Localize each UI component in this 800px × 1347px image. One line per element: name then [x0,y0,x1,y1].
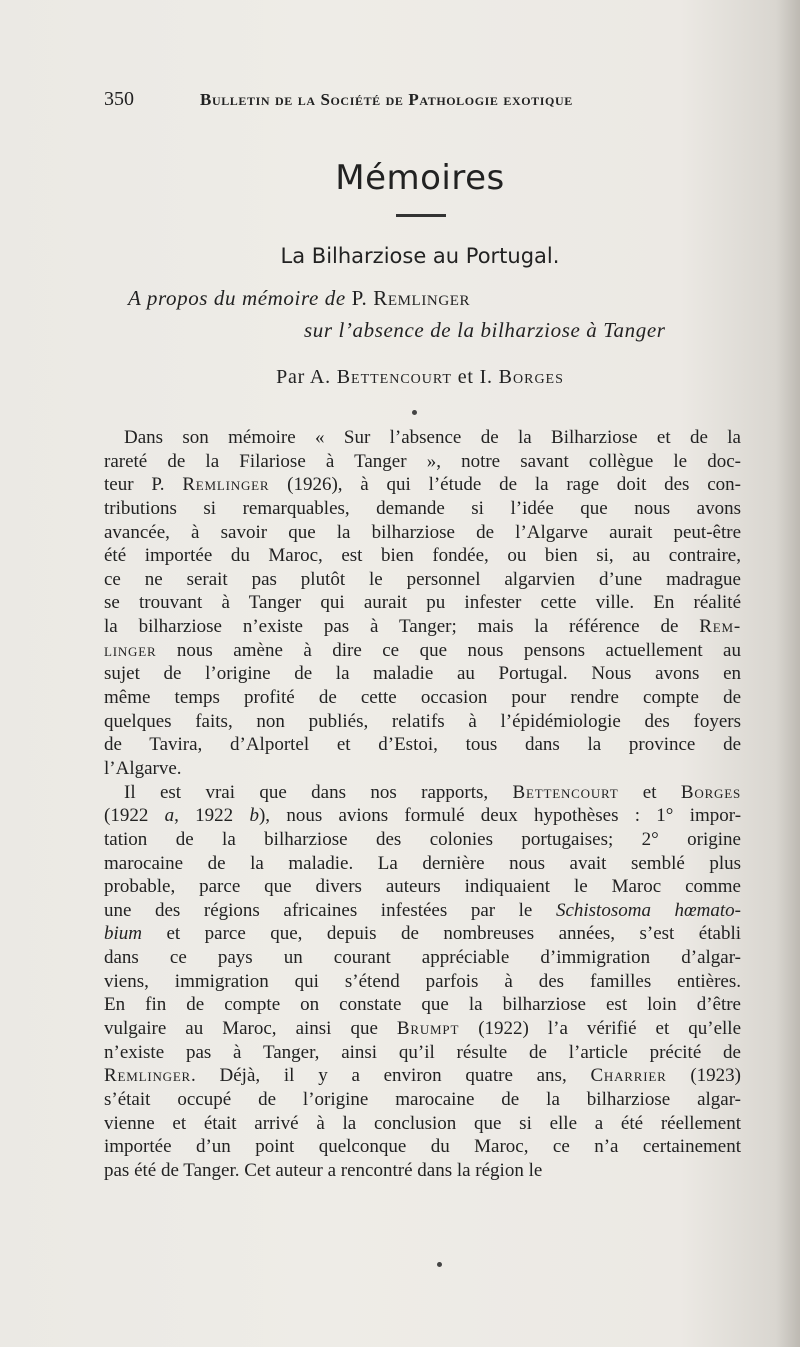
italic-text: b [249,805,259,827]
body-line: Dans son mémoire « Sur l’absence de la Bilharziose et de la [124,427,741,448]
body-line [104,615,741,639]
article-subtitle-line2: sur l’absence de la bilharziose à Tanger [304,318,666,342]
body-line: quelques faits, non publiés, relatifs à l’épidémiologie des foyers [104,710,741,732]
text-run: une des régions africaines infestées par le [104,899,556,921]
body-line: pas été de Tanger. Cet auteur a rencontré dans la région le [104,1159,543,1181]
journal-title: Bulletin de la Société de Pathologie exotique [200,90,573,109]
subtitle-author-name: Remlinger [373,286,471,310]
text-run: nous amène à dire ce que nous pensons actuellement au [156,639,741,661]
body-line: même temps profité de cette occasion pour rendre compte de [104,687,741,709]
body-line [104,781,741,805]
body-line: probable, parce que divers auteurs indiquaient le Maroc comme [104,876,741,898]
body-line: vienne et était arrivé à la conclusion que si elle a été réellement [104,1112,741,1134]
text-run: (1922) l’a vérifié et qu’elle [459,1018,741,1040]
section-divider [396,214,446,217]
author-name: Borges [680,781,741,803]
author1-initial: A. [309,366,337,388]
body-line [104,639,741,663]
body-line: avancée, à savoir que la bilharziose de l’Algarve aurait peut-être [104,521,741,543]
print-speck [412,410,417,415]
authors-and: et [451,366,480,388]
body-line: s’était occupé de l’origine marocaine de la bilharziose algar- [104,1088,741,1110]
text-run: (1923) [666,1065,741,1087]
italic-text: Schistosoma hœmato- [555,899,741,921]
body-line: ce ne serait pas plutôt le personnel algarvien d’une madrague [104,568,741,590]
body-line: l’Algarve. [104,757,182,779]
body-line: se trouvant à Tanger qui aurait pu infester cette ville. En réalité [104,592,741,614]
author-name: Remlinger [104,1065,192,1087]
italic-text: a [164,805,175,827]
article-subtitle-line1 [128,286,470,311]
article-authors [0,366,800,389]
author2-initial: I. [479,366,499,388]
author-name: Bettencourt [512,781,619,803]
text-run: vulgaire au Maroc, ainsi que [104,1018,397,1040]
author2-name: Borges [498,366,564,388]
body-line: sujet de l’origine de la maladie au Portugal. Nous avons en [104,663,741,685]
author-name: Remlinger [182,474,270,496]
body-line [104,804,741,828]
body-line [104,1064,741,1088]
article-title: La Bilharziose au Portugal. [280,244,560,268]
print-speck [437,1262,442,1267]
text-run: ), nous avions formulé deux hypothèses : 1° impor- [258,805,741,827]
body-line [104,473,741,497]
body-line: de Tavira, d’Alportel et d’Estoi, tous dans la province de [104,734,741,756]
text-run: et [618,781,681,803]
body-line [104,899,741,923]
body-line: importée d’un point quelconque du Maroc, ce n’a certainement [104,1136,741,1158]
subtitle-text: A propos du mémoire de [128,286,352,310]
body-line: été importée du Maroc, est bien fondée, ou bien si, au contraire, [104,545,741,567]
body-line: dans ce pays un courant appréciable d’immigration d’algar- [104,947,741,969]
subtitle-author-initial: P. [351,286,374,310]
text-run: , 1922 [174,805,250,827]
text-run: Il est vrai que dans nos rapports, [124,781,513,803]
body-line [104,922,741,946]
author-name: Charrier [590,1065,667,1087]
text-run: (1926), à qui l’étude de la rage doit des con- [269,474,741,496]
author1-name: Bettencourt [336,366,452,388]
body-line: n’existe pas à Tanger, ainsi qu’il résulte de l’article précité de [104,1041,741,1063]
body-line: tributions si remarquables, demande si l’idée que nous avons [104,497,741,519]
italic-text: bium [104,923,142,945]
author-name: Brumpt [396,1018,460,1040]
body-line: rareté de la Filariose à Tanger », notre savant collègue le doc- [104,450,741,472]
body-line: tation de la bilharziose des colonies portugaises; 2° origine [104,828,741,850]
text-run: et parce que, depuis de nombreuses années, s’est établi [142,923,741,945]
article-body [104,426,741,1183]
authors-by: Par [276,366,310,388]
section-title: Mémoires [335,158,505,198]
text-run: (1922 [104,805,165,827]
text-run: la bilharziose n’existe pas à Tanger; mais la référence de [104,616,700,638]
page-number: 350 [104,88,134,110]
body-line: En fin de compte on constate que la bilharziose est loin d’être [104,994,741,1016]
body-line: marocaine de la maladie. La dernière nous avait semblé plus [104,852,741,874]
author-name: linger [104,639,157,661]
body-line [104,1017,741,1041]
author-name: Rem- [699,616,741,638]
text-run: teur P. [104,474,183,496]
running-head [104,88,744,112]
body-line: viens, immigration qui s’étend parfois à des familles entières. [104,970,741,992]
text-run: . Déjà, il y a environ quatre ans, [191,1065,591,1087]
